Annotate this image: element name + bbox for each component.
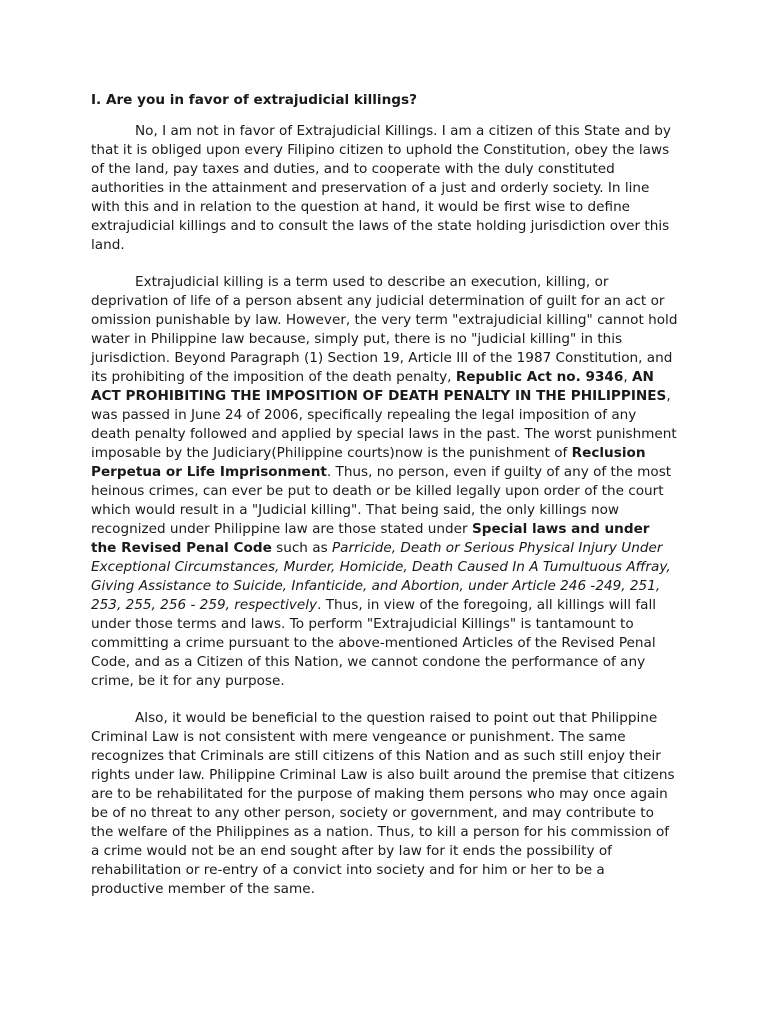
crimes-list: Parricide, Death or Serious Physical Injury Under Exceptional Circumstances, Murder, Homicide, Death Caused In A Tumultuous Affray, Giving Assistance to Suicide, Infanticide, and Abortion, under Article 246 -249, 251, 253, 255, 256 - 259, respectively [91, 540, 671, 613]
paragraph-3: Also, it would be beneficial to the question raised to point out that Philippine Criminal Law is not consistent with mere vengeance or punishment. The same recognizes that Criminals are still citizens of this Nation and as such still enjoy their rights under law. Philippine Criminal Law is also built around the premise that citizens are to be rehabilitated for the purpose of making them persons who may once again be of no threat to any other person, society or government, and may contribute to the welfare of the Philippines as a nation. Thus, to kill a person for his commission of a crime would not be an end sought after by law for it ends the possibility of rehabilitation or re-entry of a convict into society and for him or her to be a productive member of the same. [91, 710, 675, 897]
republic-act-reference: Republic Act no. 9346 [455, 369, 624, 385]
paragraph-2-text-5: such as [271, 540, 332, 556]
question-heading: I. Are you in favor of extrajudicial killings? [91, 92, 417, 108]
reclusion-perpetua-term: Reclusion Perpetua or Life Imprisonment [91, 445, 646, 480]
document-page [91, 91, 679, 917]
paragraph-1: No, I am not in favor of Extrajudicial Killings. I am a citizen of this State and by that it is obliged upon every Filipino citizen to uphold the Constitution, obey the laws of the land, pay taxes and duties, and to cooperate with the duly constituted authorities in the attainment and preservation of a just and orderly society. In line with this and in relation to the question at hand, it would be first wise to define extrajudicial killings and to consult the laws of the state holding jurisdiction over this land. [91, 123, 671, 253]
paragraph-2-text-3: , was passed in June 24 of 2006, specifically repealing the legal imposition of any death penalty followed and applied by special laws in the past. The worst punishment imposable by the Judiciary(Philippine courts)now is the punishment of [91, 388, 677, 461]
special-laws-term: Special laws and under the Revised Penal Code [91, 521, 650, 556]
paragraph-2-text-2: , [623, 369, 632, 385]
paragraph-2-text-4: . Thus, no person, even if guilty of any of the most heinous crimes, can ever be put to death or be killed legally upon order of the court which would result in a "Judicial killing". That being said, the only killings now recognized under Philippine law are those stated under [91, 464, 672, 537]
paragraph-2 [91, 273, 679, 691]
act-title: AN ACT PROHIBITING THE IMPOSITION OF DEATH PENALTY IN THE PHILIPPINES [91, 369, 667, 404]
paragraph-2-text-6: . Thus, in view of the foregoing, all killings will fall under those terms and laws. To perform "Extrajudicial Killings" is tantamount to committing a crime pursuant to the above-mentioned Articles of the Revised Penal Code, and as a Citizen of this Nation, we cannot condone the performance of any crime, be it for any purpose. [91, 597, 657, 689]
paragraph-2-text-1: Extrajudicial killing is a term used to describe an execution, killing, or deprivation of life of a person absent any judicial determination of guilt for an act or omission punishable by law. However, the very term "extrajudicial killing" cannot hold water in Philippine law because, simply put, there is no "judicial killing" in this jurisdiction. Beyond Paragraph (1) Section 19, Article III of the 1987 Constitution, and its prohibiting of the imposition of the death penalty, [91, 274, 678, 385]
